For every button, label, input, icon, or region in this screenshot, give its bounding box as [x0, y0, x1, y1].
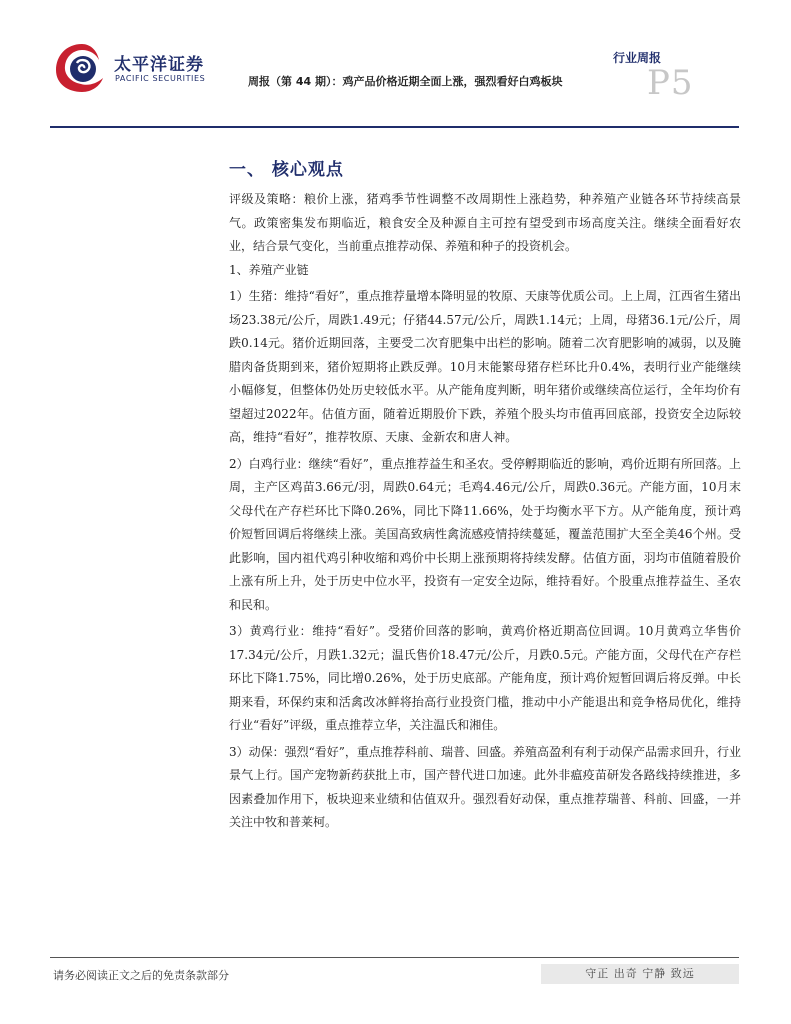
pacific-securities-logo-icon	[52, 40, 112, 96]
report-type: 行业周报	[612, 51, 661, 65]
footer-divider	[50, 957, 739, 958]
section-heading: 一、 核心观点	[229, 160, 344, 180]
footer-motto: 守正 出奇 宁静 致远	[541, 964, 739, 984]
paragraph-hog: 1）生猪：维持“看好”，重点推荐量增本降明显的牧原、天康等优质公司。上上周，江西省生猪出场23.38元/公斤，周跌1.49元；仔猪44.57元/公斤，周跌1.14元；上周，母猪36.1元/公斤，周跌0.14元。猪价近期回落，主要受二次育肥集中出栏的影响。随着二次育肥影响的减弱，以及腌腊肉备货期到来，猪价短期将止跌反弹。10月末能繁母猪存栏环比升0.4%，表明行业产能继续小幅修复，但整体仍处历史较低水平。从产能角度判断，明年猪价或继续高位运行，全年均价有望超过2022年。估值方面，随着近期股价下跌，养殖个股头均市值再回底部，投资安全边际较高，维持“看好”，推荐牧原、天康、金新农和唐人神。	[229, 289, 741, 444]
paragraph-white-chicken: 2）白鸡行业：继续“看好”，重点推荐益生和圣农。受停孵期临近的影响，鸡价近期有所回落。上周，主产区鸡苗3.66元/羽，周跌0.64元；毛鸡4.46元/公斤，周跌0.36元。产能方面，10月末父母代在产存栏环比下降0.26%，同比下降11.66%，处于均衡水平下方。从产能角度，预计鸡价短暂回调后将继续上涨。美国高致病性禽流感疫情持续蔓延，覆盖范围扩大至全美46个州。受此影响，国内祖代鸡引种收缩和鸡价中长期上涨预期将持续发酵。估值方面，羽均市值随着股价上涨有所上升，处于历史中位水平，投资有一定安全边际，维持看好。个股重点推荐益生、圣农和民和。	[229, 456, 741, 612]
company-logo	[52, 40, 212, 96]
page-number: P5	[647, 63, 694, 103]
body-text	[229, 188, 741, 835]
header-divider	[50, 126, 739, 128]
subheading-breeding-chain: 1、养殖产业链	[229, 262, 309, 277]
footer-disclaimer: 请务必阅读正文之后的免责条款部分	[53, 969, 229, 982]
logo-en: PACIFIC SECURITIES	[115, 74, 206, 83]
logo-cn: 太平洋证券	[114, 55, 204, 75]
paragraph-animal-health: 3）动保：强烈“看好”，重点推荐科前、瑞普、回盛。养殖高盈利有利于动保产品需求回升，行业景气上行。国产宠物新药获批上市，国产替代进口加速。此外非瘟疫苗研发各路线持续推进，多因素叠加作用下，板块迎来业绩和估值双升。强烈看好动保，重点推荐瑞普、科前、回盛，一并关注中牧和普莱柯。	[229, 744, 741, 829]
paragraph-rating-strategy: 评级及策略：粮价上涨，猪鸡季节性调整不改周期性上涨趋势，种养殖产业链各环节持续高景气。政策密集发布期临近，粮食安全及种源自主可控有望受到市场高度关注。继续全面看好农业，结合景气变化，当前重点推荐动保、养殖和种子的投资机会。	[229, 192, 741, 253]
report-title: 周报（第 44 期）：鸡产品价格近期全面上涨，强烈看好白鸡板块	[248, 75, 563, 88]
paragraph-yellow-chicken: 3）黄鸡行业：维持“看好”。受猪价回落的影响，黄鸡价格近期高位回调。10月黄鸡立华售价17.34元/公斤，月跌1.32元；温氏售价18.47元/公斤，月跌0.5元。产能方面，父母代在产存栏环比下降1.75%，同比增0.26%，处于历史底部。产能角度，预计鸡价短暂回调后将反弹。中长期来看，环保约束和活禽改冰鲜将抬高行业投资门槛，推动中小产能退出和竞争格局优化，维持行业“看好”评级，重点推荐立华，关注温氏和湘佳。	[229, 624, 741, 732]
